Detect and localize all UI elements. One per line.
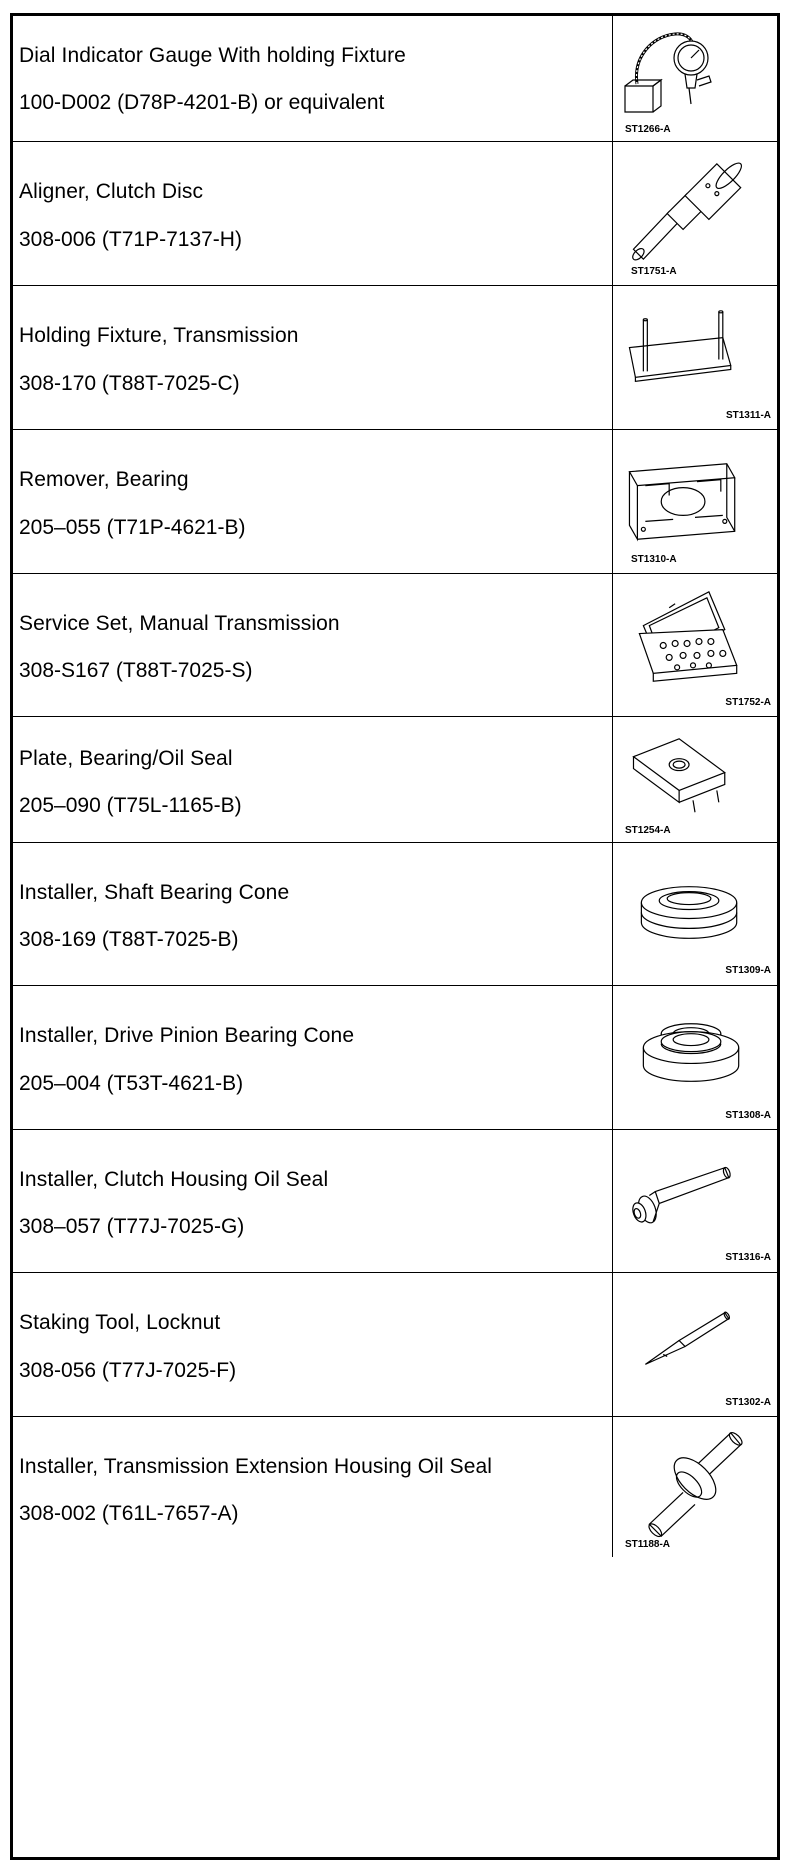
special-tools-table: [10, 13, 780, 1860]
tool-part-number: 308-S167 (T88T-7025-S): [19, 659, 253, 682]
oil-seal-installer-icon: [613, 1130, 777, 1272]
tool-row: [13, 842, 777, 985]
tool-name: Aligner, Clutch Disc: [19, 180, 204, 203]
clutch-aligner-icon: [613, 142, 777, 285]
tool-name: Plate, Bearing/Oil Seal: [19, 747, 233, 770]
tool-name: Staking Tool, Locknut: [19, 1311, 221, 1334]
tool-name: Service Set, Manual Transmission: [19, 612, 340, 635]
tool-illustration: [613, 286, 777, 429]
tool-row: [13, 16, 777, 141]
tool-part-number: 205–090 (T75L-1165-B): [19, 794, 242, 817]
tool-row: [13, 985, 777, 1129]
pinion-bearing-installer-icon: [613, 986, 777, 1129]
tool-name: Installer, Clutch Housing Oil Seal: [19, 1168, 329, 1191]
illustration-code: ST1308-A: [725, 1110, 771, 1121]
tool-illustration: [613, 843, 777, 985]
bearing-remover-icon: [613, 430, 777, 573]
holding-fixture-icon: [613, 286, 777, 429]
tool-illustration: [613, 1130, 777, 1272]
illustration-code: ST1254-A: [625, 825, 671, 836]
tool-part-number: 205–004 (T53T-4621-B): [19, 1072, 244, 1095]
illustration-code: ST1311-A: [725, 410, 771, 421]
extension-seal-installer-icon: [613, 1417, 777, 1557]
tool-row: [13, 1272, 777, 1416]
illustration-code: ST1309-A: [725, 965, 771, 976]
tool-part-number: 308-006 (T71P-7137-H): [19, 228, 242, 251]
illustration-code: ST1188-A: [625, 1539, 671, 1550]
tool-row: [13, 573, 777, 716]
tool-name: Installer, Transmission Extension Housing Oil Seal: [19, 1455, 493, 1478]
tool-row: [13, 1129, 777, 1272]
tool-name: Installer, Drive Pinion Bearing Cone: [19, 1024, 355, 1047]
illustration-code: ST1316-A: [725, 1252, 771, 1263]
tool-name: Installer, Shaft Bearing Cone: [19, 881, 290, 904]
tool-name: Remover, Bearing: [19, 468, 189, 491]
tool-row: [13, 716, 777, 842]
tool-illustration: [613, 142, 777, 285]
tool-part-number: 308–057 (T77J-7025-G): [19, 1215, 245, 1238]
tool-part-number: 308-170 (T88T-7025-C): [19, 372, 240, 395]
tool-part-number: 308-056 (T77J-7025-F): [19, 1359, 237, 1382]
tool-name: Dial Indicator Gauge With holding Fixture: [19, 44, 406, 67]
staking-tool-icon: [613, 1273, 777, 1416]
tool-name: Holding Fixture, Transmission: [19, 324, 299, 347]
tool-illustration: [613, 574, 777, 716]
illustration-code: ST1751-A: [631, 266, 677, 277]
tool-row: [13, 1416, 777, 1557]
tool-row: [13, 429, 777, 573]
tool-part-number: 308-169 (T88T-7025-B): [19, 928, 239, 951]
illustration-code: ST1266-A: [625, 124, 671, 135]
illustration-code: ST1302-A: [725, 1397, 771, 1408]
tool-illustration: [613, 717, 777, 842]
tool-row: [13, 285, 777, 429]
tool-illustration: [613, 1417, 777, 1557]
shaft-bearing-installer-icon: [613, 843, 777, 985]
tool-illustration: [613, 16, 777, 141]
tool-part-number: 100-D002 (D78P-4201-B) or equivalent: [19, 91, 385, 114]
service-set-case-icon: [613, 574, 777, 716]
tool-row: [13, 141, 777, 285]
tool-illustration: [613, 1273, 777, 1416]
tool-part-number: 205–055 (T71P-4621-B): [19, 516, 246, 539]
bearing-plate-icon: [613, 717, 777, 842]
dial-indicator-icon: [613, 16, 777, 141]
tool-illustration: [613, 986, 777, 1129]
illustration-code: ST1752-A: [725, 697, 771, 708]
tool-part-number: 308-002 (T61L-7657-A): [19, 1502, 239, 1525]
tool-illustration: [613, 430, 777, 573]
illustration-code: ST1310-A: [631, 554, 677, 565]
